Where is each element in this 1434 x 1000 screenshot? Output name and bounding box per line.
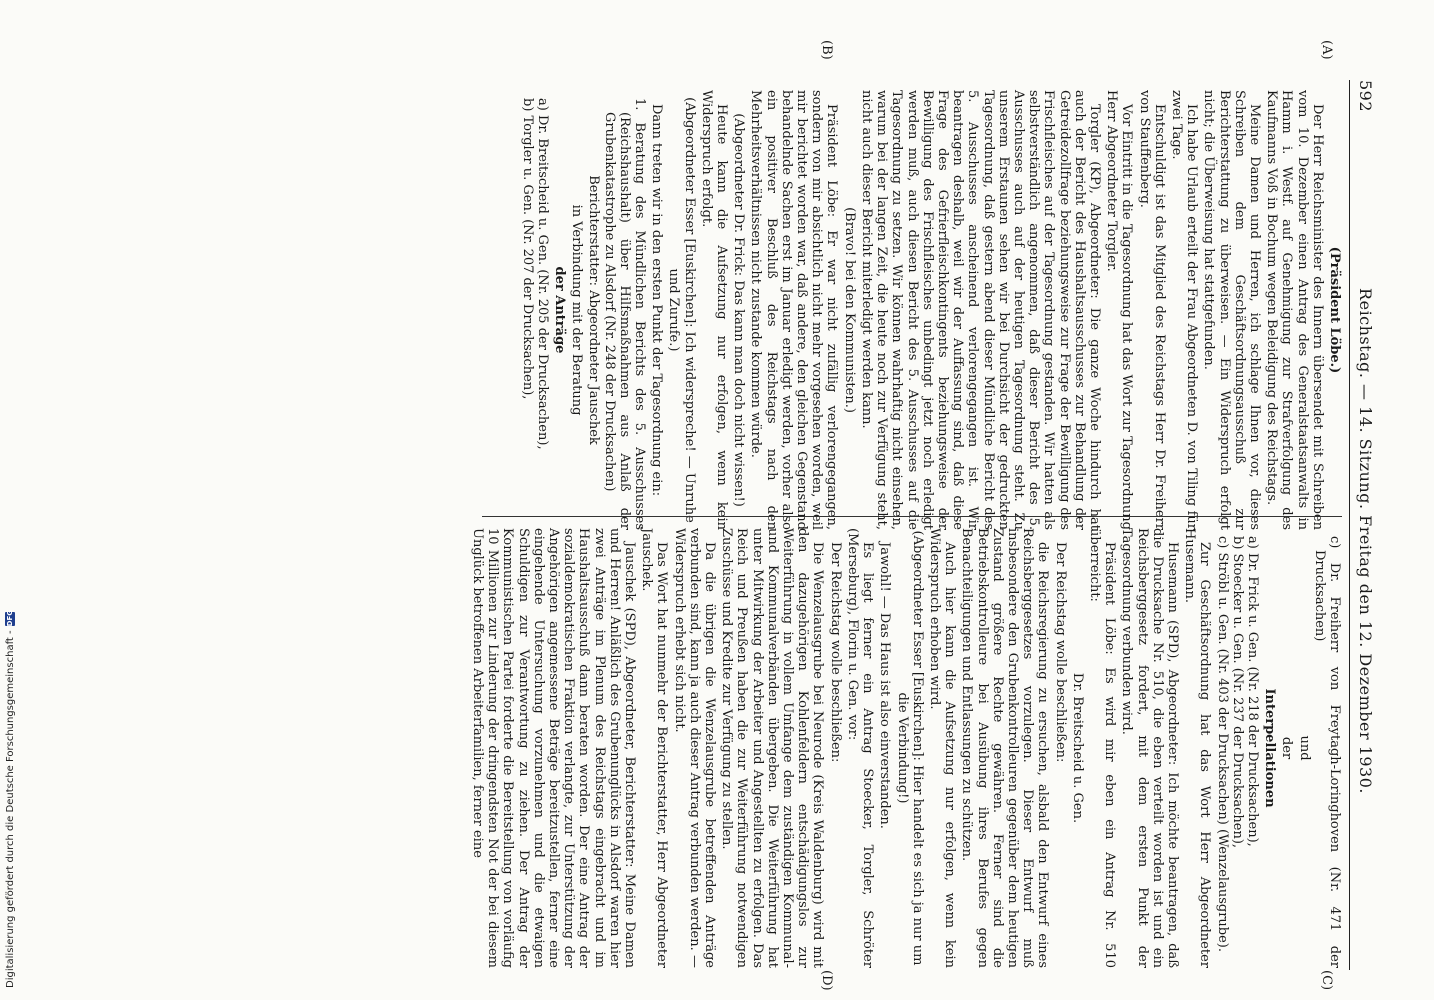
footer-text: Digitalisierung gefördert durch die Deutsche Forschungsgemeinschaft - [4,630,16,988]
margin-mark-c: (C) [1319,970,1334,991]
interpellation-item: b) Stoecker u. Gen. (Nr. 237 der Drucksachen), [1229,536,1245,849]
motions-heading: der Anträge [552,266,568,354]
paragraph: Der Herr Reichsminister des Innern übersendet mit Schreiben vom 10. Dezember einen Antrag des Generalstaatsanwalts in Hamm i. Westf. auf Genehmigung zur Strafverfolgung des Kaufmanns Voß in Bochum wegen Beleidigung des Reichstags. [1264,90,1325,530]
paragraph: Dr. Breitscheid u. Gen. [1069,672,1085,824]
page-number: 592 [1356,80,1376,113]
connector: der [1279,736,1295,760]
paragraph: Da die übrigen die Wenzelausgrube betreffenden Anträge verbunden sind, kann ja auch dieser Antrag verbunden werden. — Widerspruch erhebt sich nicht. [671,528,718,968]
paragraph: Der Reichstag wolle beschließen: [827,542,843,763]
reporter-line: Berichterstatter: Abgeordneter Jauschek [586,175,602,445]
paragraph: Präsident Löbe: Es wird mir eben ein Antrag Nr. 510 überreicht: [1086,528,1118,968]
dfg-logo-icon: DFG [6,610,14,627]
paragraph: Präsident Löbe: Er war nicht zufällig verlorengegangen, sondern von mir absichtlich nicht mehr vorgesehen worden, weil mir berichtet worden war, daß andere, den gleichen Gegenstand behandelnde Sachen erst im Januar erledigt werden, vorher also ein positiver Beschluß des Reichstags nach den Mehrheitsverhältnissen nicht zustande kommen würde. [748,90,840,530]
left-column [517,90,1342,530]
interjection: (Abgeordneter Esser [Euskirchen]: Hier handelt es sich ja nur um die Verbindung!) [894,530,925,966]
interjection: (Bravo! bei den Kommunisten.) [841,207,857,413]
interpellations-heading: Interpellationen [1262,688,1278,808]
paragraph: Torgler (KP), Abgeordneter: Die ganze Woche hindurch hat auch der Bericht des Haushaltsausschusses zur Behandlung der Getreidezollfrage beziehungsweise zur Frage der Bewilligung des Frischfleisches auf der Tagesordnung gestanden. Wir hatten als selbstverständlich angenommen, daß dieser Bericht des 5. Ausschusses auch auf der heutigen Tagesordnung steht. Zu unserem Erstaunen sehen wir bei Durchsicht der gedruckten Tagesordnung, daß gestern abend dieser Mündliche Bericht des 5. Ausschusses anscheinend verlorengegangen ist. Wir beantragen deshalb, weil wir der Auffassung sind, daß diese Frage des Gefrierfleischkontingents beziehungsweise der Bewilligung des Frischfleisches unbedingt jetzt noch erledigt werden muß, auch diesen Bericht des 5. Ausschusses auf die Tagesordnung zu setzen. Wir können wahrhaftig nicht einsehen, warum bei der langen Zeit, die heute noch zur Verfügung steht, nicht auch dieser Bericht miterledigt werden kann. [858,90,1102,530]
motion-item: b) Torgler u. Gen. (Nr. 207 der Drucksachen), [519,98,535,400]
margin-mark-a: (A) [1319,40,1334,60]
column-divider [482,516,1342,517]
paragraph: Die Wenzelausgrube bei Neurode (Kreis Waldenburg) wird mit den dazugehörigen Kohlenfeldern entschädigungslos zur Weiterführung in vollem Umfange dem zuständigen Kommunal- und Kommunalverbänden übergeben. Die Weiterführung hat unter Mitwirkung der Arbeiter und Angestellten zu erfolgen. Das Reich und Preußen haben die zur Weiterführung notwendigen Zuschüsse und Kredite zur Verfügung zu stellen. [719,528,826,968]
paragraph: Der Reichstag wolle beschließen: [1052,542,1068,763]
right-column [468,528,1342,968]
digitization-footer [0,0,20,1000]
paragraph: Jawohl! — Das Haus ist also einverstanden. [877,542,893,829]
page-title: Reichstag. — 14. Sitzung. Freitag den 12. Dezember 1930. [1356,288,1376,794]
header-rule [1349,80,1350,970]
margin-mark-d: (D) [819,970,834,991]
speaker-label: (Präsident Löbe.) [1327,246,1342,374]
agenda-item: 1. Beratung des Mündlichen Berichts des 5. Ausschusses (Reichshaushalt) über Hilfsmaßnahmen aus Anlaß der Grubenkatastrophe zu Alsdorf (Nr. 248 der Drucksachen) [601,98,648,530]
paragraph: Husemann (SPD), Abgeordneter: Ich möchte beantragen, daß die Drucksache Nr. 510, die eben verteilt worden ist und ein Reichsberggesetz fordert, mit dem ersten Punkt der Tagesordnung verbunden wird. [1119,528,1180,968]
paragraph: Auch hier kann die Aufsetzung nur erfolgen, wenn kein Widerspruch erhoben wird. [926,528,958,968]
agenda-list [519,90,647,530]
interpellation-item: a) Dr. Frick u. Gen. (Nr. 218 der Drucksachen), [1244,536,1260,847]
interjection: (Abgeordneter Esser [Euskirchen]: Ich widerspreche! — Unruhe und Zurufe.) [666,97,697,523]
margin-mark-b: (B) [819,40,834,60]
connector: und [1296,735,1312,761]
paragraph: Entschuldigt ist das Mitglied des Reichstags Herr Dr. Freiherr von Stauffenberg. [1136,90,1167,530]
motion-item: c) Dr. Freiherr von Freytagh-Loringhoven (Nr. 471 der Drucksachen) [1311,536,1342,968]
paragraph: Das Wort hat nunmehr der Berichterstatter, Herr Abgeordneter Jauschek. [639,528,670,968]
paragraph: Jauschek (SPD), Abgeordneter, Berichterstatter: Meine Damen und Herren! Anläßlich des Grubenunglücks in Alsdorf waren hier zwei Anträge im Plenum des Reichstags eingebracht und im Haushaltsausschuß dann beraten worden. Der eine Antrag der sozialdemokratischen Fraktion verlangte, zur Unterstützung der Angehörigen angemessene Beträge bereitzustellen, ferner eine eingehende Untersuchung vorzunehmen und die etwaigen Schuldigen zur Verantwortung zu ziehen. Der Antrag der Kommunistischen Partei forderte die Bereitstellung von vorläufig 10 Millionen zur Linderung der dringendsten Not der bei diesem Unglück betroffenen Arbeiterfamilien, ferner eine [470,528,638,968]
paragraph: Vor Eintritt in die Tagesordnung hat das Wort zur Tagesordnung Herr Abgeordneter Torgler. [1104,90,1135,530]
paragraph: Ich habe Urlaub erteilt der Frau Abgeordneten D. von Tiling für zwei Tage. [1168,90,1200,530]
paragraph: Dann treten wir in den ersten Punkt der Tagesordnung ein: [649,104,665,497]
paragraph: Meine Damen und Herren, ich schlage Ihnen vor, dieses Schreiben dem Geschäftsordnungsausschuß zur Berichterstattung zu überweisen. — Ein Widerspruch erfolgt nicht; die Überweisung hat stattgefunden. [1201,90,1262,530]
interpellation-item: c) Ströbl u. Gen. (Nr. 403 der Drucksachen) (Wenzelausgrube). [1214,536,1230,952]
page-header [1353,80,1379,970]
connection-line: in Verbindung mit der Beratung [569,204,585,416]
motion-list [1214,528,1342,968]
paragraph: die Reichsregierung zu ersuchen, alsbald den Entwurf eines Reichsberggesetzes vorzulegen. Dieser Entwurf muß insbesondere den Grubenkontrolleuren gegenüber dem heutigen Zustand größere Rechte gewähren. Ferner sind die Betriebskontrolleure bei Ausübung ihres Berufes gegen Benachteiligungen und Entlassungen zu schützen. [959,528,1051,968]
paragraph: Heute kann die Aufsetzung nur erfolgen, wenn kein Widerspruch erfolgt. [698,90,730,530]
motion-item: a) Dr. Breitscheid u. Gen. (Nr. 205 der Drucksachen), [534,98,550,450]
paragraph: Es liegt ferner ein Antrag Stoecker, Torgler, Schröter (Merseburg), Florin u. Gen. vor: [844,528,876,968]
interjection: (Abgeordneter Dr. Frick: Das kann man doch nicht wissen!) [731,113,747,507]
paragraph: Zur Geschäftsordnung hat das Wort Herr Abgeordneter Husemann. [1182,528,1213,968]
